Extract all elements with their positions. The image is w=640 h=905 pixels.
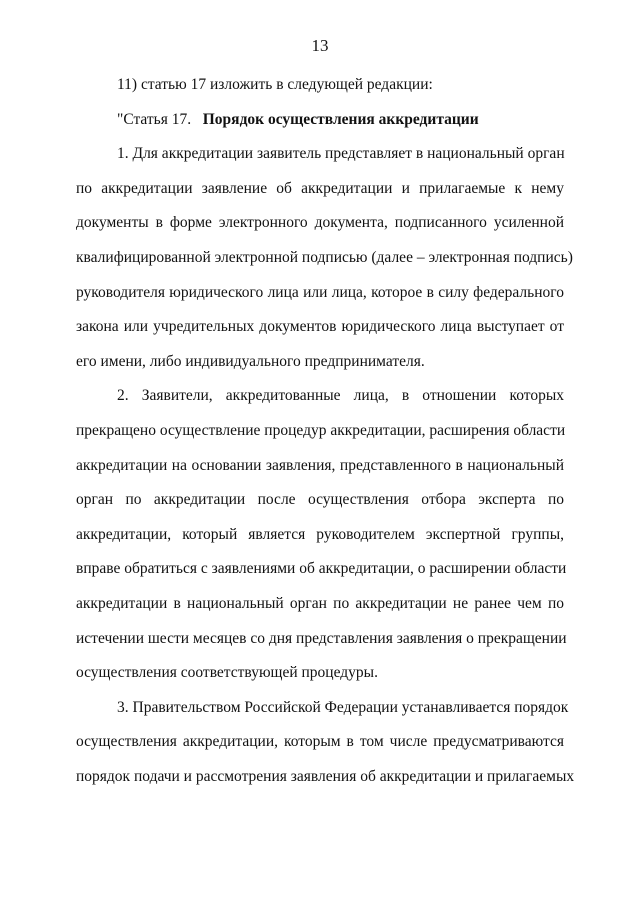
paragraph-3 bbox=[76, 691, 575, 795]
paragraph-line: аккредитации, который является руководителем экспертной группы, bbox=[76, 525, 564, 543]
article-label: "Статья 17. bbox=[117, 110, 192, 128]
paragraph-line: 2. Заявители, аккредитованные лица, в отношении которых bbox=[117, 387, 564, 405]
paragraph-line: руководителя юридического лица или лица, которое в силу федерального bbox=[76, 283, 564, 301]
paragraph-2 bbox=[76, 379, 567, 690]
paragraph-line: порядок подачи и рассмотрения заявления об аккредитации и прилагаемых bbox=[76, 767, 575, 785]
paragraph-line: аккредитации в национальный орган по аккредитации не ранее чем по bbox=[76, 594, 564, 612]
article-heading bbox=[76, 103, 564, 138]
paragraph-line: по аккредитации заявление об аккредитации и прилагаемые к нему bbox=[76, 179, 564, 197]
intro-line: 11) статью 17 изложить в следующей редакции: bbox=[117, 76, 433, 93]
paragraph-line: его имени, либо индивидуального предпринимателя. bbox=[76, 352, 425, 370]
paragraph-line: вправе обратиться с заявлениями об аккредитации, о расширении области bbox=[76, 560, 567, 578]
paragraph-line: 1. Для аккредитации заявитель представляет в национальный орган bbox=[117, 145, 565, 163]
document-body bbox=[76, 68, 575, 794]
paragraph-line: орган по аккредитации после осуществления отбора эксперта по bbox=[76, 491, 564, 509]
paragraph-1 bbox=[76, 137, 573, 379]
paragraph-line: истечении шести месяцев со дня представления заявления о прекращении bbox=[76, 629, 567, 647]
paragraph-line: квалифицированной электронной подписью (далее – электронная подпись) bbox=[76, 248, 573, 266]
paragraph-line: закона или учредительных документов юридического лица выступает от bbox=[76, 318, 564, 336]
paragraph-line: прекращено осуществление процедур аккредитации, расширения области bbox=[76, 421, 566, 439]
page-number: 13 bbox=[311, 36, 329, 55]
paragraph-line: осуществления соответствующей процедуры. bbox=[76, 664, 378, 682]
paragraph-line: аккредитации на основании заявления, представленного в национальный bbox=[76, 456, 564, 474]
paragraph-line: осуществления аккредитации, которым в том числе предусматриваются bbox=[76, 733, 564, 751]
paragraph-line: документы в форме электронного документа, подписанного усиленной bbox=[76, 214, 564, 232]
paragraph-line: 3. Правительством Российской Федерации устанавливается порядок bbox=[117, 698, 569, 716]
article-title: Порядок осуществления аккредитации bbox=[202, 110, 479, 128]
